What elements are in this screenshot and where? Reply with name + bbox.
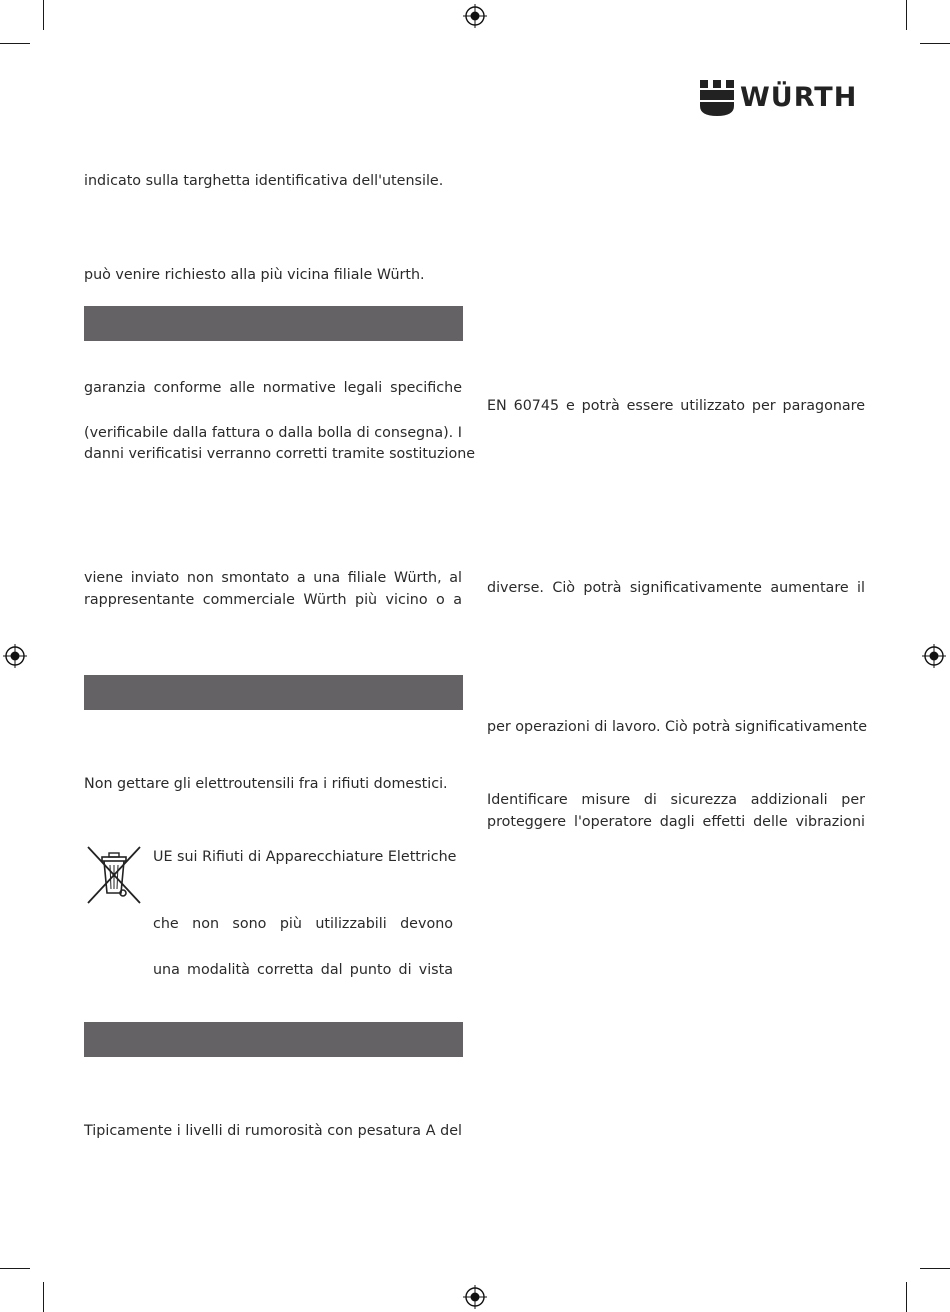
text-line: proteggere l'operatore dagli effetti delle vibrazioni: [487, 814, 865, 830]
text-line: Tipicamente i livelli di rumorosità con pesatura A del: [84, 1123, 462, 1139]
wurth-emblem-icon: [700, 80, 734, 116]
registration-mark-icon: [463, 4, 487, 28]
text-line: Identificare misure di sicurezza addizionali per: [487, 792, 865, 808]
crop-mark: [920, 43, 950, 44]
section-header-bar: [84, 306, 463, 341]
crop-mark: [43, 0, 44, 30]
brand-logo: [700, 80, 868, 116]
text-line: per operazioni di lavoro. Ciò potrà significativamente: [487, 719, 868, 735]
brand-name: WÜRTH: [740, 82, 858, 113]
text-line: indicato sulla targhetta identificativa dell'utensile.: [84, 173, 444, 189]
text-line: EN 60745 e potrà essere utilizzato per paragonare: [487, 398, 865, 414]
crop-mark: [43, 1282, 44, 1312]
text-line: Non gettare gli elettroutensili fra i rifiuti domestici.: [84, 776, 448, 792]
crop-mark: [0, 1268, 30, 1269]
section-header-bar: [84, 675, 463, 710]
text-line: UE sui Rifiuti di Apparecchiature Elettriche: [153, 849, 457, 865]
registration-mark-icon: [3, 644, 27, 668]
text-line: una modalità corretta dal punto di vista: [153, 962, 453, 978]
text-line: che non sono più utilizzabili devono: [153, 916, 453, 932]
text-line: viene inviato non smontato a una filiale Würth, al: [84, 570, 462, 586]
text-line: danni verificatisi verranno corretti tramite sostituzione: [84, 446, 476, 462]
crop-mark: [920, 1268, 950, 1269]
text-line: (verificabile dalla fattura o dalla bolla di consegna). I: [84, 425, 462, 441]
weee-crossed-bin-icon: [86, 845, 142, 905]
text-line: può venire richiesto alla più vicina filiale Würth.: [84, 267, 425, 283]
registration-mark-icon: [463, 1285, 487, 1309]
text-line: garanzia conforme alle normative legali specifiche: [84, 380, 462, 396]
text-line: diverse. Ciò potrà significativamente aumentare il: [487, 580, 865, 596]
crop-mark: [906, 1282, 907, 1312]
section-header-bar: [84, 1022, 463, 1057]
crop-mark: [906, 0, 907, 30]
crop-mark: [0, 43, 30, 44]
text-line: rappresentante commerciale Würth più vicino o a: [84, 592, 462, 608]
registration-mark-icon: [922, 644, 946, 668]
